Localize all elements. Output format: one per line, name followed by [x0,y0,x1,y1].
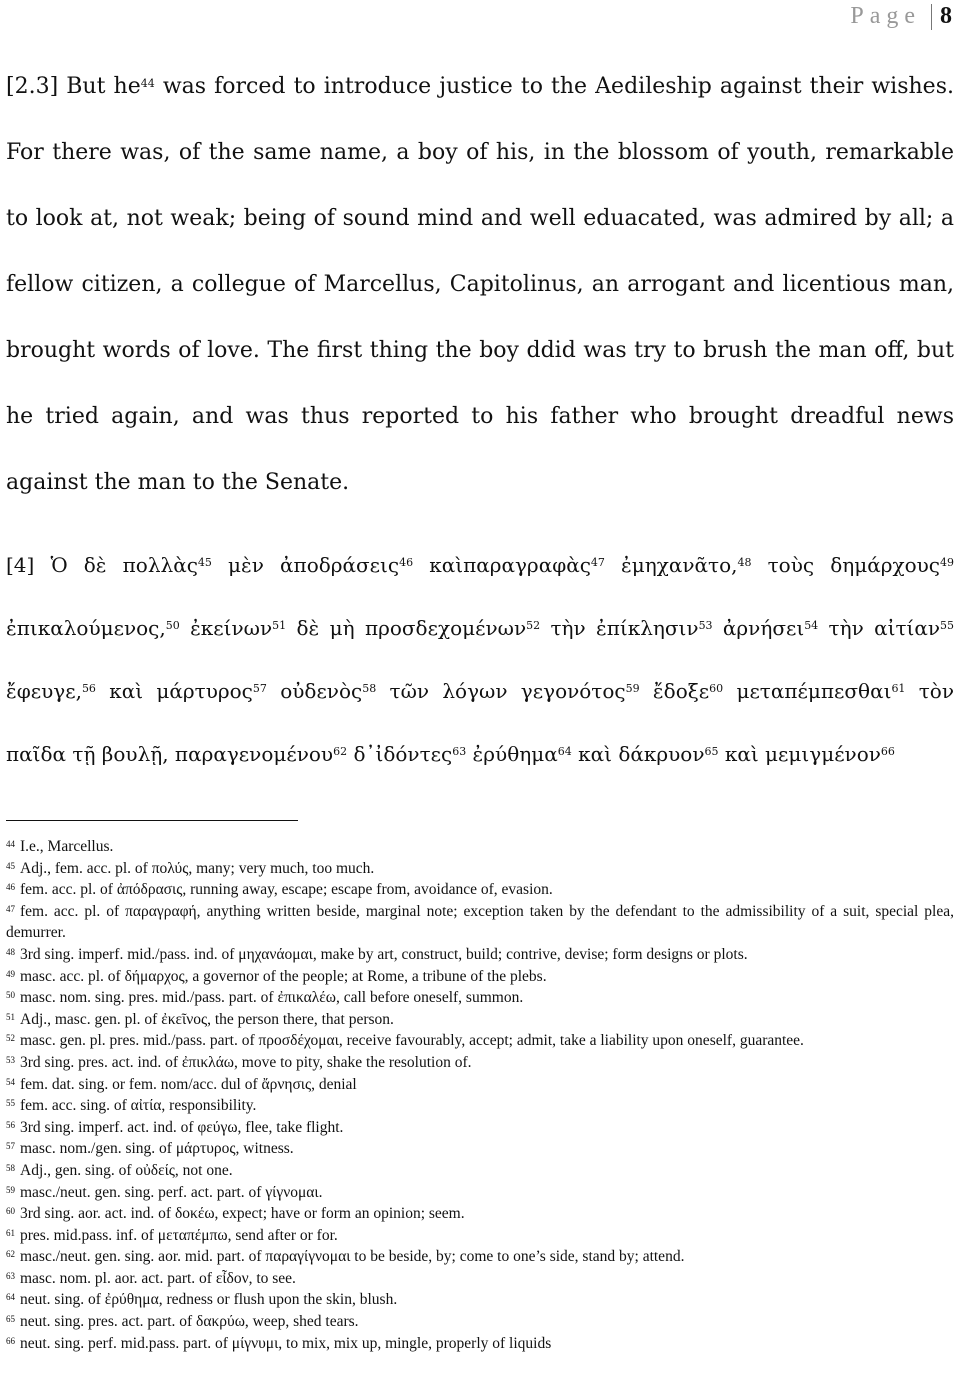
footnote-number: 65 [6,1314,15,1325]
footnote-text: Adj., masc. gen. pl. of ἐκεῖνος, the person there, that person. [20,1010,394,1028]
footnote [6,1311,954,1333]
footnote [6,1203,954,1225]
text-run: καὶ μάρτυρος [95,679,253,703]
footnote-ref[interactable]: 52 [526,619,541,632]
text-run: ἔφευγε, [6,679,82,703]
footnote-number: 53 [6,1054,15,1065]
footnote-number: 49 [6,968,15,979]
footnote-number: 50 [6,990,15,1001]
footnote-number: 62 [6,1249,15,1260]
footnote-ref[interactable]: 66 [880,745,895,758]
footnote-text: fem. acc. sing. of αἰτία, responsibility. [20,1097,257,1115]
footnote-number: 57 [6,1141,15,1152]
text-run: was forced to introduce justice to the Aedileship against their wishes. For there was, of the same name, a boy of his, in the blossom of youth, remarkable to look at, not weak; being of sound mind and well eduacated, was admired by all; a fellow citizen, a collegue of Marcellus, Capitolinus, an arrogant and licentious man, brought words of love. The first thing the boy ddid was try to brush the man off, but he tried again, and was thus reported to his father who brought dreadful news against the man to the Senate. [6,74,954,495]
page-label: Page [850,3,921,29]
footnote-ref[interactable]: 47 [590,556,605,569]
footnote-number: 45 [6,860,15,871]
footnote-ref[interactable]: 51 [272,619,287,632]
footnote-ref[interactable]: 57 [252,682,267,695]
footnote-text: masc. nom. pl. aor. act. part. of εἶδον, to see. [20,1269,296,1287]
footnote-text: masc. gen. pl. pres. mid./pass. part. of προσδέχομαι, receive favourably, accept; admit, take a liability upon oneself, guarantee. [20,1032,804,1050]
footnote-number: 55 [6,1098,15,1109]
text-run: μεταπέμπεσθαι [723,679,892,703]
footnote-text: masc./neut. gen. sing. aor. mid. part. of παραγίγνομαι to be beside, by; come to one’s side, stand by; attend. [20,1248,685,1266]
footnote-text: Adj., gen. sing. of οὐδείς, not one. [20,1161,233,1179]
page-header-divider [931,4,932,30]
footnote [6,1333,954,1355]
footnote-ref[interactable]: 63 [452,745,467,758]
footnote-number: 46 [6,882,15,893]
footnote-text: pres. mid.pass. inf. of μεταπέμπω, send after or for. [20,1226,338,1244]
greek-paragraph [6,534,954,786]
footnote [6,901,954,944]
footnote-number: 58 [6,1162,15,1173]
text-run: τὴν αἰτίαν [818,616,941,640]
page-header [850,0,952,30]
text-run: καὶπαραγραφὰς [413,553,591,577]
footnote-text: neut. sing. perf. mid.pass. part. of μίγνυμι, to mix, mix up, mingle, properly of liquids [20,1334,552,1352]
footnote-number: 59 [6,1184,15,1195]
footnote [6,1225,954,1247]
footnote-ref[interactable]: 44 [140,77,155,90]
footnote-text: masc. nom./gen. sing. of μάρτυρος, witness. [20,1140,294,1158]
text-run: τὴν ἐπίκλησιν [540,616,699,640]
footnote [6,944,954,966]
text-run: τοὺς δημάρχους [751,553,941,577]
footnote-ref[interactable]: 53 [698,619,713,632]
text-run: ἀρνήσει [712,616,805,640]
footnotes-list [6,836,954,1354]
footnote-number: 63 [6,1270,15,1281]
footnote-text: 3rd sing. imperf. act. ind. of φεύγω, flee, take flight. [20,1118,344,1136]
footnote-ref[interactable]: 50 [165,619,180,632]
footnote [6,1052,954,1074]
footnote-text: masc./neut. gen. sing. perf. act. part. of γίγνομαι. [20,1183,323,1201]
footnote [6,1246,954,1268]
footnote [6,858,954,880]
footnote [6,1289,954,1311]
text-run: [2.3] But he [6,74,141,99]
footnote-ref[interactable]: 61 [891,682,906,695]
footnote [6,1160,954,1182]
footnote-text: 3rd sing. pres. act. ind. of ἐπικλάω, move to pity, shake the resolution of. [20,1053,472,1071]
footnote [6,987,954,1009]
footnote [6,1009,954,1031]
footnote-number: 47 [6,903,15,914]
footnote-text: fem. acc. pl. of ἀπόδρασις, running away, escape; escape from, avoidance of, evasion. [20,881,553,899]
footnote-number: 56 [6,1119,15,1130]
footnote-number: 44 [6,839,15,849]
page-number: 8 [940,3,952,29]
footnote-separator [6,820,298,821]
text-run: μὲν ἀποδράσεις [211,553,400,577]
text-run: ἔδοξε [639,679,710,703]
text-run: ἐκείνων [179,616,273,640]
footnote-ref[interactable]: 49 [940,556,955,569]
footnote-text: masc. nom. sing. pres. mid./pass. part. of ἐπικαλέω, call before oneself, summon. [20,989,524,1007]
footnote-ref[interactable]: 54 [804,619,819,632]
text-run: δ᾽ἰδόντες [347,742,453,766]
footnote-ref[interactable]: 64 [557,745,572,758]
text-run: τῶν λόγων γεγονότος [376,679,626,703]
footnote [6,1030,954,1052]
text-run: τὸν παῖδα τῇ βουλῇ, παραγενομένου [6,679,955,766]
footnote-text: I.e., Marcellus. [20,838,114,855]
footnote-ref[interactable]: 56 [81,682,96,695]
footnote [6,1074,954,1096]
footnote-number: 61 [6,1227,15,1238]
footnote-ref[interactable]: 45 [197,556,212,569]
footnote-ref[interactable]: 55 [940,619,955,632]
footnote-number: 51 [6,1011,15,1022]
footnote-ref[interactable]: 46 [399,556,414,569]
text-run: καὶ μεμιγμένον [718,742,881,766]
footnote-text: fem. acc. pl. of παραγραφή, anything written beside, marginal note; exception taken by the defendant to the admissibility of a suit, special plea, demurrer. [6,902,954,942]
footnote [6,1138,954,1160]
footnote-text: fem. dat. sing. or fem. nom/acc. dul of ἄρνησις, denial [20,1075,357,1093]
footnote-number: 64 [6,1292,15,1303]
footnote-ref[interactable]: 48 [737,556,752,569]
footnote-ref[interactable]: 58 [362,682,377,695]
footnote [6,1182,954,1204]
footnote-text: 3rd sing. aor. act. ind. of δοκέω, expect; have or form an opinion; seem. [20,1205,465,1223]
footnote-number: 54 [6,1076,15,1087]
text-run: [4] Ὁ δὲ πολλὰς [6,553,198,577]
text-run: ἐρύθημα [466,742,558,766]
footnote-number: 60 [6,1206,15,1217]
footnote-text: Adj., fem. acc. pl. of πολύς, many; very much, too much. [20,859,375,877]
footnote-text: neut. sing. of ἐρύθημα, redness or flush upon the skin, blush. [20,1291,398,1309]
text-run: δὲ μὴ προσδεχομένων [286,616,527,640]
footnote [6,1095,954,1117]
text-run: οὐδενὸς [266,679,363,703]
footnote [6,966,954,988]
footnote-ref[interactable]: 62 [333,745,348,758]
footnote-text: masc. acc. pl. of δήμαρχος, a governor of the people; at Rome, a tribune of the plebs. [20,967,547,985]
footnote-ref[interactable]: 60 [709,682,724,695]
footnote-text: neut. sing. pres. act. part. of δακρύω, weep, shed tears. [20,1313,359,1331]
text-run: καὶ δάκρυον [571,742,705,766]
text-run: ἐμηχανᾶτο, [604,553,738,577]
footnote-ref[interactable]: 59 [625,682,640,695]
footnote-text: 3rd sing. imperf. mid./pass. ind. of μηχανάομαι, make by art, construct, build; contrive, devise; form designs or plots. [20,945,748,963]
footnote [6,879,954,901]
english-paragraph [6,54,954,516]
text-run: ἐπικαλούμενος, [6,616,166,640]
footnote-number: 66 [6,1335,15,1346]
footnote [6,836,954,858]
footnote [6,1117,954,1139]
footnote [6,1268,954,1290]
footnote-number: 52 [6,1033,15,1044]
footnote-ref[interactable]: 65 [704,745,719,758]
footnote-number: 48 [6,946,15,957]
